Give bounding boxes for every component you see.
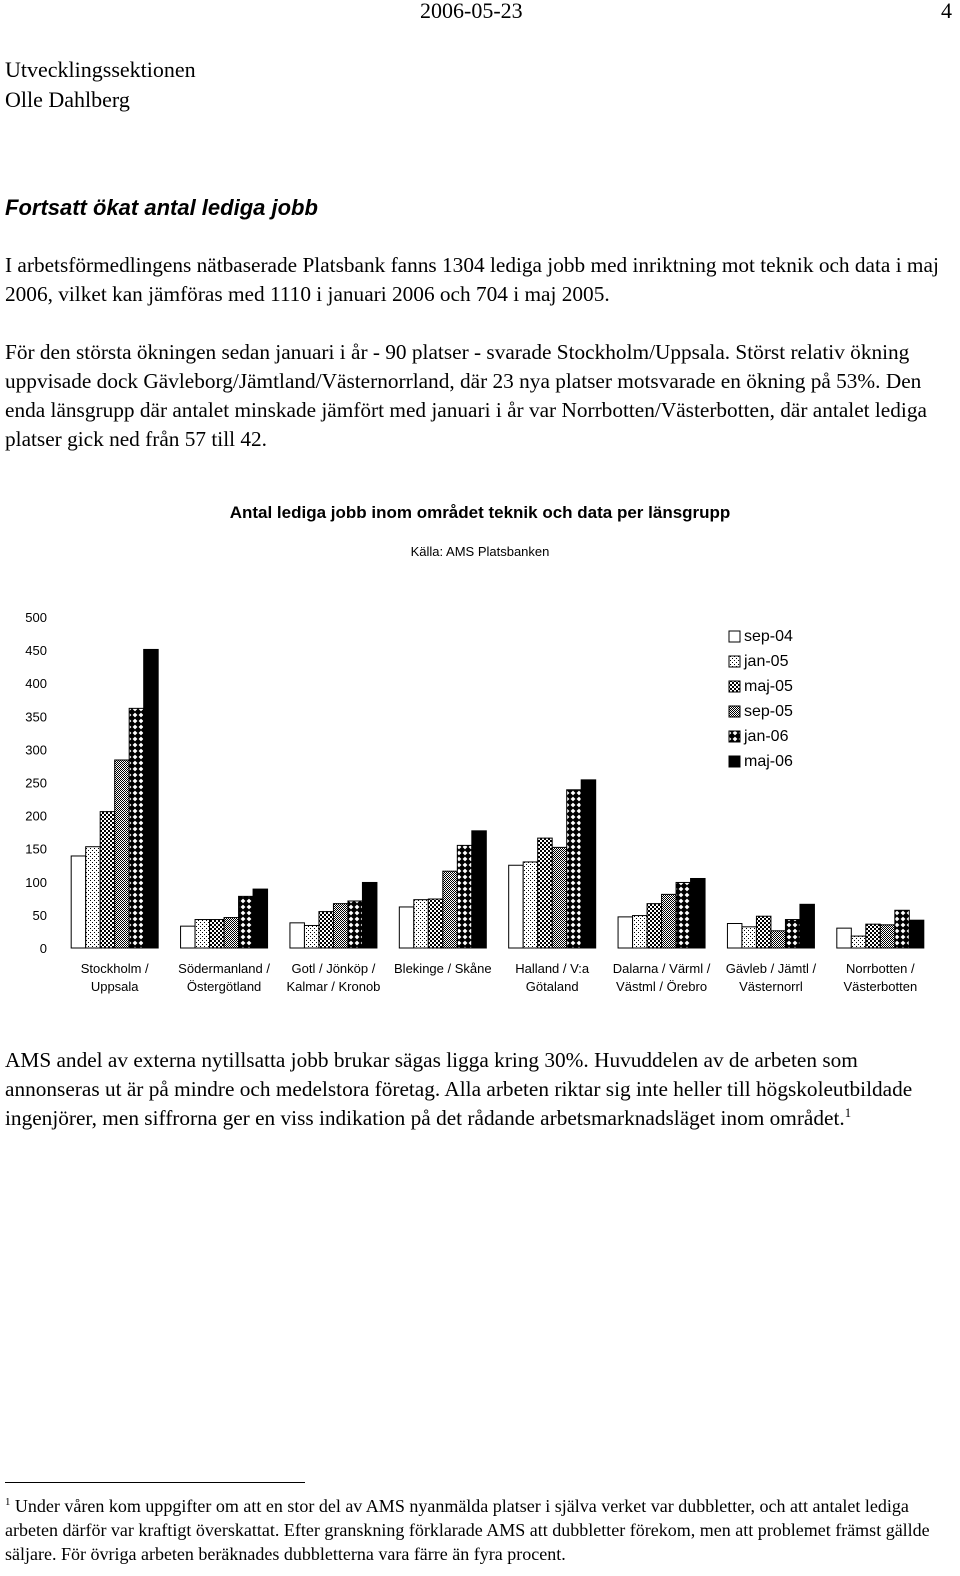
legend-label: jan-06	[744, 728, 789, 745]
bar-jan-05	[523, 862, 538, 948]
bar-maj-05	[538, 838, 553, 948]
y-tick-label: 100	[25, 874, 47, 890]
bar-jan-05	[851, 936, 866, 948]
bar-sep-04	[509, 865, 524, 948]
bar-sep-05	[224, 918, 239, 948]
bar-sep-04	[618, 917, 633, 948]
footnote-ref: 1	[844, 1105, 852, 1120]
paragraph-context	[5, 1046, 955, 1133]
bar-sep-04	[290, 923, 305, 948]
bar-sep-05	[771, 931, 786, 948]
bar-sep-05	[333, 904, 348, 948]
y-tick-label: 200	[25, 808, 47, 824]
y-tick-label: 350	[25, 709, 47, 725]
bar-maj-05	[210, 920, 225, 948]
bar-jan-05	[414, 900, 429, 948]
bar-jan-05	[742, 927, 757, 948]
chart-title: Antal lediga jobb inom området teknik och data per länsgrupp	[229, 503, 731, 522]
y-tick-label: 500	[25, 610, 47, 625]
bar-sep-04	[399, 907, 414, 948]
x-tick-label: Stockholm /	[80, 961, 149, 976]
x-tick-label: Dalarna / Värml /	[612, 961, 711, 976]
bar-jan-05	[195, 920, 210, 948]
bar-sep-04	[837, 928, 852, 948]
footnote-text: Under våren kom uppgifter om att en stor del av AMS nyanmälda platser i själva verket var dubbletter, och att antalet lediga arbeten därför var kraftigt överskattat. Efter granskning förklarade AMS att dubbletter förekom, men att problemet främst gällde säljare. För övriga arbeten beräknades dubbletterna vara färre än fyra procent.	[5, 1496, 930, 1564]
x-tick-label: Götaland	[525, 979, 579, 994]
x-tick-label: Östergötland	[186, 979, 262, 994]
bar-sep-04	[181, 926, 196, 948]
bar-maj-06	[144, 649, 159, 948]
bar-sep-04	[727, 924, 742, 948]
x-tick-label: Uppsala	[90, 979, 139, 994]
paragraph-context-text: AMS andel av externa nytillsatta jobb brukar sägas ligga kring 30%. Huvuddelen av de arbeten som annonseras ut är på mindre och medelstora företag. Alla arbeten riktar sig inte heller till högskoleutbildade ingenjörer, men siffrorna ger en viss indikation på det rådande arbetsmarknadsläget inom området.	[5, 1048, 913, 1130]
chart-subtitle: Källa: AMS Platsbanken	[410, 544, 550, 559]
bars	[71, 649, 924, 948]
bar-jan-05	[633, 916, 648, 948]
organization-block	[5, 55, 196, 115]
page-number: 4	[941, 0, 952, 23]
bar-maj-05	[100, 812, 115, 948]
x-tick-label: Kalmar / Kronob	[286, 979, 381, 994]
x-tick-label: Gotl / Jönköp /	[291, 961, 376, 976]
bar-sep-05	[880, 925, 895, 948]
x-axis	[81, 961, 917, 994]
legend-label: jan-05	[744, 653, 789, 670]
bar-sep-05	[552, 847, 567, 948]
x-tick-label: Gävleb / Jämtl /	[725, 961, 817, 976]
bar-jan-06	[567, 790, 582, 948]
legend-label: maj-06	[744, 753, 793, 770]
y-tick-label: 250	[25, 775, 47, 791]
bar-jan-06	[348, 901, 363, 948]
x-tick-label: Västerbotten	[843, 979, 918, 994]
footnote-divider	[5, 1482, 305, 1483]
footnote-marker: 1	[5, 1496, 11, 1508]
legend-label: sep-05	[744, 703, 793, 720]
x-tick-label: Södermanland /	[178, 961, 270, 976]
bar-maj-06	[581, 780, 596, 948]
footnote	[5, 1494, 955, 1566]
y-axis	[25, 610, 47, 956]
bar-maj-05	[647, 904, 662, 948]
bar-jan-05	[86, 847, 101, 948]
bar-maj-05	[428, 899, 443, 948]
legend-swatch	[729, 706, 740, 717]
bar-maj-06	[909, 920, 924, 948]
y-tick-label: 450	[25, 643, 47, 659]
bar-jan-06	[895, 910, 910, 948]
legend-swatch	[729, 656, 740, 667]
x-tick-label: Norrbotten /	[845, 961, 915, 976]
bar-maj-06	[362, 882, 377, 948]
legend-swatch	[729, 756, 740, 767]
y-tick-label: 150	[25, 841, 47, 857]
y-tick-label: 0	[39, 941, 47, 956]
bar-jan-06	[239, 896, 254, 948]
bar-jan-06	[129, 708, 144, 948]
legend-swatch	[729, 681, 740, 692]
bar-jan-06	[457, 845, 472, 948]
legend-label: maj-05	[744, 678, 793, 695]
bar-jan-05	[304, 925, 319, 948]
header-date: 2006-05-23	[420, 0, 523, 23]
bar-maj-05	[756, 916, 771, 948]
bar-maj-06	[800, 904, 815, 948]
y-tick-label: 400	[25, 676, 47, 692]
legend-swatch	[729, 631, 740, 642]
y-tick-label: 300	[25, 742, 47, 758]
bar-maj-06	[253, 889, 268, 948]
bar-maj-05	[866, 924, 881, 948]
bar-sep-04	[71, 856, 86, 948]
x-tick-label: Halland / V:a	[515, 961, 590, 976]
bar-chart	[0, 490, 960, 1000]
bar-jan-06	[676, 882, 691, 948]
y-tick-label: 50	[32, 907, 47, 923]
bar-sep-05	[443, 871, 458, 948]
x-tick-label: Blekinge / Skåne	[394, 961, 492, 976]
legend-swatch	[729, 731, 740, 742]
x-tick-label: Västml / Örebro	[616, 979, 708, 994]
bar-jan-06	[785, 920, 800, 948]
bar-maj-05	[319, 912, 334, 948]
org-unit: Utvecklingssektionen	[5, 57, 196, 82]
bar-sep-05	[662, 894, 677, 948]
x-tick-label: Västernorrl	[739, 979, 803, 994]
section-heading: Fortsatt ökat antal lediga jobb	[5, 195, 318, 220]
legend-label: sep-04	[744, 628, 793, 645]
bar-sep-05	[115, 760, 130, 948]
paragraph-regional: För den största ökningen sedan januari i år - 90 platser - svarade Stockholm/Uppsala. Störst relativ ökning uppvisade dock Gävleborg/Jämtland/Västernorrland, där 23 nya platser motsvarade en ökning på 53%. Den enda länsgrupp där antalet minskade jämfört med januari i år var Norrbotten/Västerbotten, där antalet lediga platser gick ned från 57 till 42.	[5, 340, 927, 451]
legend	[729, 628, 793, 770]
bar-maj-06	[472, 831, 487, 948]
author-name: Olle Dahlberg	[5, 87, 130, 112]
bar-maj-06	[691, 878, 706, 948]
paragraph-intro: I arbetsförmedlingens nätbaserade Platsbank fanns 1304 lediga jobb med inriktning mot teknik och data i maj 2006, vilket kan jämföras med 1110 i januari 2006 och 704 i maj 2005.	[5, 253, 939, 306]
